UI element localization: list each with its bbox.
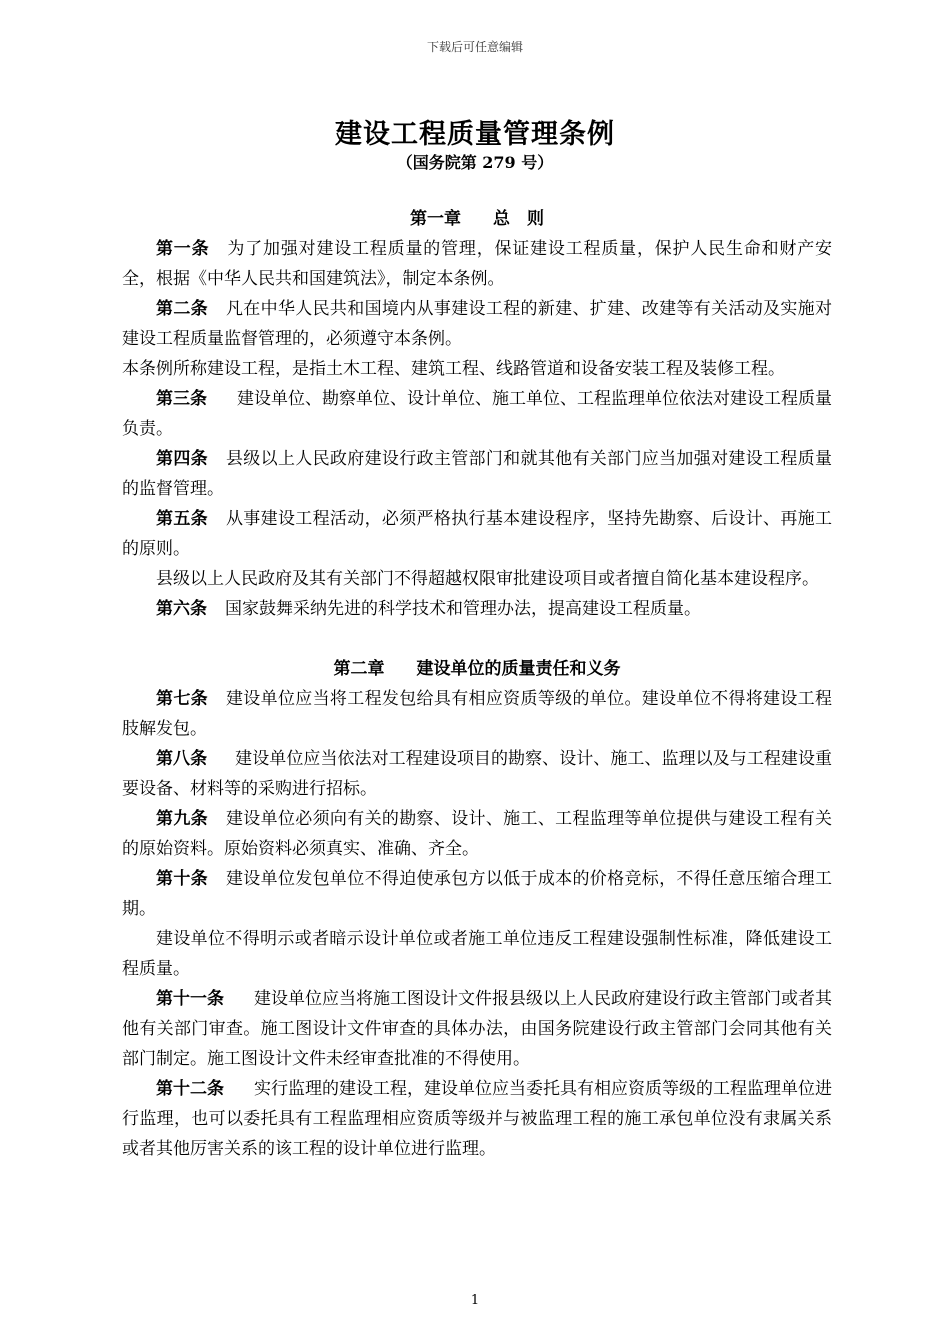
document-body (122, 204, 832, 1164)
page-number: 1 (470, 1293, 480, 1308)
article-paragraph (122, 924, 832, 984)
article-text: 建设单位应当依法对工程建设项目的勘察、设计、施工、监理以及与工程建设重要设备、材料等的采购进行招标。 (122, 749, 833, 799)
article-text: 实行监理的建设工程，建设单位应当委托具有相应资质等级的工程监理单位进行监理，也可以委托具有工程监理相应资质等级并与被监理工程的施工承包单位没有隶属关系或者其他厉害关系的该工程的设计单位进行监理。 (122, 1079, 832, 1159)
chapter-number: 第二章 (333, 659, 385, 679)
article-text: 建设单位发包单位不得迫使承包方以低于成本的价格竞标，不得任意压缩合理工期。 (122, 869, 833, 919)
article-text: 为了加强对建设工程质量的管理，保证建设工程质量，保护人民生命和财产安全，根据《中华人民共和国建筑法》，制定本条例。 (122, 239, 833, 289)
chapter-number: 第一章 (410, 209, 461, 229)
article-paragraph (122, 984, 832, 1074)
article-text: 本条例所称建设工程，是指土木工程、建筑工程、线路管道和设备安装工程及装修工程。 (122, 359, 785, 379)
article-paragraph (122, 594, 832, 624)
article-paragraph (122, 564, 832, 594)
article-label: 第四条 (156, 449, 208, 469)
article-paragraph (122, 864, 832, 924)
article-text: 建设单位应当将工程发包给具有相应资质等级的单位。建设单位不得将建设工程肢解发包。 (122, 689, 833, 739)
chapter-name: 总 则 (493, 209, 544, 229)
article-paragraph (122, 234, 832, 294)
chapter-heading (122, 204, 832, 234)
article-text: 建设单位、勘察单位、设计单位、施工单位、工程监理单位依法对建设工程质量负责。 (122, 389, 832, 439)
article-text: 县级以上人民政府及其有关部门不得超越权限审批建设项目或者擅自简化基本建设程序。 (156, 569, 819, 589)
document-title: 建设工程质量管理条例 (335, 119, 615, 150)
article-paragraph (122, 294, 832, 354)
article-label: 第十条 (156, 869, 208, 889)
article-paragraph (122, 684, 832, 744)
article-paragraph (122, 804, 832, 864)
article-label: 第九条 (156, 809, 208, 829)
chapter-name: 建设单位的质量责任和义务 (416, 659, 621, 679)
article-text: 凡在中华人民共和国境内从事建设工程的新建、扩建、改建等有关活动及实施对建设工程质量监督管理的，必须遵守本条例。 (122, 299, 833, 349)
article-text: 从事建设工程活动，必须严格执行基本建设程序，坚持先勘察、后设计、再施工的原则。 (122, 509, 833, 559)
article-label: 第十一条 (156, 989, 224, 1009)
article-text: 建设单位必须向有关的勘察、设计、施工、工程监理等单位提供与建设工程有关的原始资料。原始资料必须真实、准确、齐全。 (122, 809, 833, 859)
article-label: 第二条 (156, 299, 208, 319)
article-text: 县级以上人民政府建设行政主管部门和就其他有关部门应当加强对建设工程质量的监督管理。 (122, 449, 833, 499)
header-note: 下载后可任意编辑 (426, 40, 523, 54)
article-text: 建设单位应当将施工图设计文件报县级以上人民政府建设行政主管部门或者其他有关部门审查。施工图设计文件审查的具体办法，由国务院建设行政主管部门会同其他有关部门制定。施工图设计文件未经审查批准的不得使用。 (122, 989, 832, 1069)
article-paragraph (122, 744, 832, 804)
article-paragraph (122, 384, 832, 444)
article-text: 国家鼓舞采纳先进的科学技术和管理办法，提高建设工程质量。 (225, 599, 701, 619)
article-label: 第五条 (156, 509, 208, 529)
article-label: 第三条 (156, 389, 207, 409)
chapter-heading (122, 654, 832, 684)
article-paragraph (122, 1074, 832, 1164)
article-paragraph (122, 354, 832, 384)
article-paragraph (122, 504, 832, 564)
article-text: 建设单位不得明示或者暗示设计单位或者施工单位违反工程建设强制性标准，降低建设工程质量。 (122, 929, 832, 979)
document-subtitle: （国务院第 279 号） (396, 153, 554, 172)
article-label: 第七条 (156, 689, 208, 709)
article-label: 第八条 (156, 749, 208, 769)
article-label: 第十二条 (156, 1079, 224, 1099)
article-paragraph (122, 444, 832, 504)
article-label: 第一条 (156, 239, 210, 259)
article-label: 第六条 (156, 599, 207, 619)
